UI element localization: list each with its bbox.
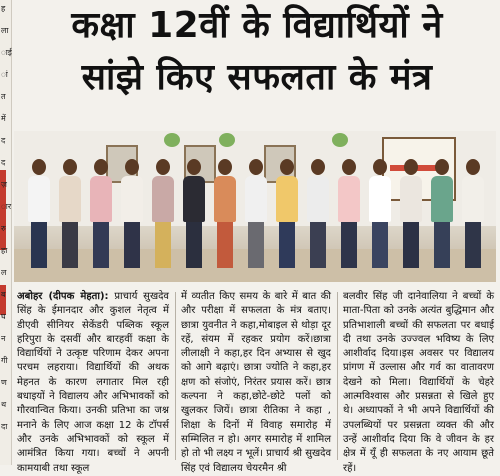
gutter-fragment: ण (1, 378, 7, 387)
column-divider (337, 292, 338, 460)
photo-person (431, 159, 453, 268)
gutter-fragment: ब (1, 290, 6, 299)
gutter-fragment: ल (1, 268, 7, 277)
photo-person (245, 159, 267, 268)
gutter-fragment: त (1, 92, 6, 101)
gutter-fragment: थ (1, 400, 7, 409)
photo-person (90, 159, 112, 268)
photo-person (338, 159, 360, 268)
gutter-fragment: ह (1, 4, 6, 13)
gutter-fragment: न (1, 334, 6, 343)
article-column-3-text: बलवीर सिंह जी दानेवालिया ने बच्चों के माता-पिता को उनके अत्यंत बुद्धिमान और प्रतिभाशाली बच्चों की सफलता पर बधाई दी तथा उनके उज्ज्वल भविष्य के लिए आशीर्वाद दिया।इस अवसर पर विद्यालय प्रांगण में उल्लास और गर्व का वातावरण देखने को मिला। विद्यार्थियों के चेहरे आत्मविश्वास और प्रसन्नता से खिले हुए थे। अध्यापकों ने भी अपने विद्यार्थियों की उपलब्धियों पर प्रसन्नता व्यक्त की और उन्हें आशीर्वाद दिया कि वे जीवन के हर क्षेत्र में यूँ ही सफलता के नए आयाम छूते रहें। (343, 291, 494, 474)
gutter-fragment: ाई (1, 48, 12, 57)
photo-person (307, 159, 329, 268)
gutter-fragment: दा (1, 422, 8, 431)
photo-person (28, 159, 50, 268)
headline (14, 0, 500, 104)
article-column-2 (181, 290, 331, 476)
gutter-fragment: ला (1, 26, 9, 35)
gutter-fragment: हा (1, 246, 8, 255)
gutter-fragment: घ (1, 312, 6, 321)
photo-person (369, 159, 391, 268)
photo-plant (332, 133, 348, 147)
gutter-fragment: ां (1, 70, 8, 79)
previous-column-fragment (0, 0, 12, 465)
photo-person (183, 159, 205, 268)
article-column-3 (343, 290, 494, 476)
photo-person (121, 159, 143, 268)
article-column-2-text: में व्यतीत किए समय के बारे में बात की और परीक्षा में सफलता के मंत्र बताए।छात्रा युवनीत ने कहा,मोबाइल से थोड़ा दूर रहें, संयम में रहकर प्रयोग करें।छात्रा लीलाक्षी ने कहा,हर दिन अभ्यास से खुद को आगे बढ़ाएं। छात्रा ज्योति ने कहा,हर क्षण को संजोएं, निरंतर प्रयास करें। छात्र कल्पना ने कहा,छोटे-छोटे पलों को खुलकर जियें। छात्रा रीतिका ने कहा , शिक्षा के दिनों में विवाह समारोह में सम्मिलित न हो। अगर समारोह में शामिल हो तो भी लक्ष्य न भूलें। प्राचार्य श्री सुखदेव सिंह एवं विद्यालय चेयरमैन श्री (181, 291, 331, 474)
gutter-fragment: ार (1, 202, 12, 211)
article-column-1-text: प्राचार्य सुखदेव सिंह के ईमानदार और कुशल नेतृत्व में डीएवी सीनियर सेकेंडरी पब्लिक स्कूल हरिपुरा के दसवीं और बारहवीं कक्षा के विद्यार्थियों ने उत्कृष्ट परिणाम देकर अपना परचम लहराया। विद्यार्थियों की अथक मेहनत के कारण लगातार मिल रही बधाइयों ने विद्यालय और अभिभावकों को गौरवान्वित किया। उनकी प्रतिभा का जश्न मनाने के लिए आज कक्षा 12 के टॉपर्स और उनके अभिभावकों को स्कूल में आमंत्रित किया गया। बच्चों ने अपनी कामयाबी तथा स्कूल (17, 291, 169, 474)
article-column-1 (17, 290, 169, 476)
column-divider (175, 292, 176, 460)
gutter-fragment: गी (1, 356, 8, 365)
photo-plant (164, 133, 180, 147)
photo-person (276, 159, 298, 268)
photo-person (214, 159, 236, 268)
gutter-fragment: द (1, 136, 6, 145)
gutter-fragment: में (1, 114, 6, 123)
gutter-fragment: द (1, 158, 6, 167)
photo-person (152, 159, 174, 268)
group-photo (14, 131, 496, 282)
article-byline: अबोहर (दीपक मेहता): (17, 291, 109, 302)
headline-line-1: कक्षा 12वीं के विद्यार्थियों ने (71, 5, 443, 46)
photo-person (462, 159, 484, 268)
photo-person (59, 159, 81, 268)
headline-line-2: सांझे किए सफलता के मंत्र (81, 57, 433, 98)
photo-person (400, 159, 422, 268)
photo-plant (219, 133, 235, 147)
gutter-fragment: ज़ (1, 180, 7, 189)
gutter-fragment: रु (1, 224, 6, 233)
